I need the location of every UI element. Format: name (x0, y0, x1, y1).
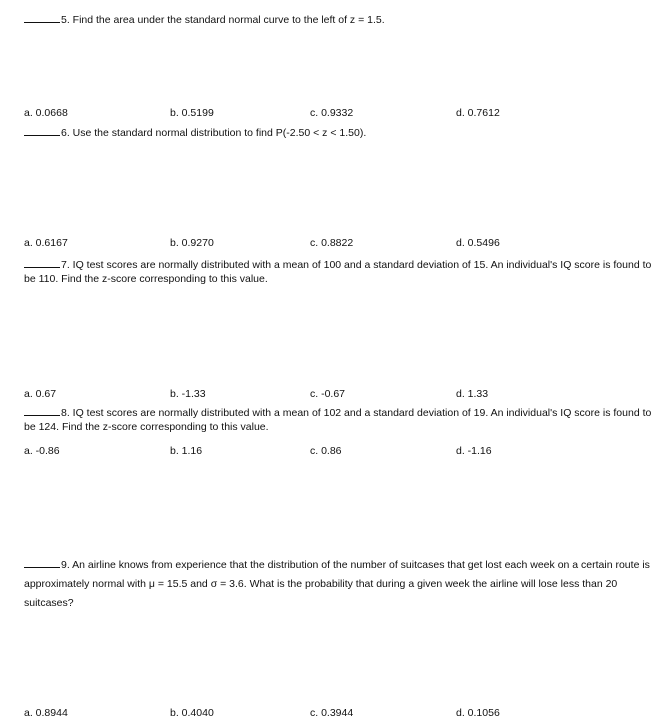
question-6-options (24, 236, 664, 250)
question-8-text: 8. IQ test scores are normally distributed with a mean of 102 and a standard deviation of 19. An individual's IQ score is found to be 124. Find the z-score corresponding to this value. (24, 407, 652, 433)
option-b: b. 0.5199 (170, 107, 214, 119)
option-b: b. 0.4040 (170, 707, 214, 719)
answer-blank (24, 257, 60, 268)
answer-blank (24, 405, 60, 416)
option-b: b. -1.33 (170, 388, 206, 400)
option-d: d. 0.5496 (456, 237, 500, 249)
option-d: d. 0.7612 (456, 107, 500, 119)
question-5-text: 5. Find the area under the standard normal curve to the left of z = 1.5. (61, 14, 385, 26)
option-c: c. 0.86 (310, 445, 342, 457)
option-a: a. 0.8944 (24, 707, 68, 719)
option-d: d. -1.16 (456, 445, 492, 457)
question-5 (24, 12, 652, 27)
question-8-options (24, 444, 664, 458)
question-6 (24, 125, 652, 140)
question-5-options (24, 106, 664, 120)
option-d: d. 0.1056 (456, 707, 500, 719)
option-d: d. 1.33 (456, 388, 489, 400)
option-a: a. 0.67 (24, 388, 57, 400)
option-a: a. 0.6167 (24, 237, 68, 249)
option-a: a. -0.86 (24, 445, 60, 457)
option-c: c. 0.9332 (310, 107, 354, 119)
question-7-text: 7. IQ test scores are normally distributed with a mean of 100 and a standard deviation of 15. An individual's IQ score is found to be 110. Find the z-score corresponding to this value. (24, 259, 652, 285)
option-c: c. 0.8822 (310, 237, 354, 249)
answer-blank (24, 557, 60, 568)
option-b: b. 0.9270 (170, 237, 214, 249)
question-7-options (24, 387, 664, 401)
question-9 (24, 556, 652, 613)
option-c: c. -0.67 (310, 388, 346, 400)
question-7 (24, 257, 652, 286)
option-b: b. 1.16 (170, 445, 203, 457)
option-a: a. 0.0668 (24, 107, 68, 119)
answer-blank (24, 125, 60, 136)
answer-blank (24, 12, 60, 23)
option-c: c. 0.3944 (310, 707, 354, 719)
question-8 (24, 405, 652, 434)
question-9-text: 9. An airline knows from experience that the distribution of the number of suitcases that get lost each week on a certain route is approximately normal with μ = 15.5 and σ = 3.6. What is the probability that during a given week the airline will lose less than 20 suitcases? (24, 559, 650, 609)
question-9-options (24, 706, 664, 720)
question-6-text: 6. Use the standard normal distribution to find P(-2.50 < z < 1.50). (61, 127, 367, 139)
